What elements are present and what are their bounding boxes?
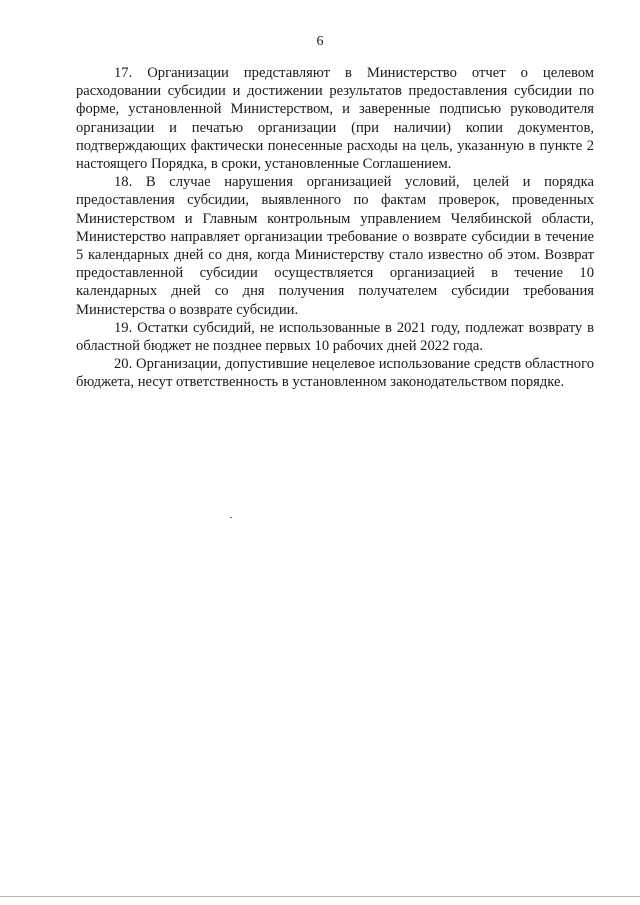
scan-speck	[230, 517, 232, 518]
scan-bottom-edge	[0, 896, 640, 897]
paragraph-18: 18. В случае нарушения организацией условий, целей и порядка предоставления субсидии, выявленного по фактам проверок, проведенных Министерством и Главным контрольным управлением Челябинской области, Министерство направляет организации требование о возврате субсидии в течение 5 календарных дней со дня, когда Министерству стало известно об этом. Возврат предоставленной субсидии осуществляется организацией в течение 10 календарных дней со дня получения получателем субсидии требования Министерства о возврате субсидии.	[76, 174, 594, 318]
page-number: 6	[316, 34, 324, 49]
paragraph-17: 17. Организации представляют в Министерство отчет о целевом расходовании субсидии и достижении результатов предоставления субсидии по форме, установленной Министерством, и заверенные подписью руководителя организации и печатью организации (при наличии) копии документов, подтверждающих фактически понесенные расходы на цель, указанную в пункте 2 настоящего Порядка, в сроки, установленные Соглашением.	[76, 65, 594, 173]
document-body	[76, 64, 594, 392]
paragraph-19: 19. Остатки субсидий, не использованные в 2021 году, подлежат возврату в областной бюджет не позднее первых 10 рабочих дней 2022 года.	[76, 319, 594, 355]
paragraph-20: 20. Организации, допустившие нецелевое использование средств областного бюджета, несут ответственность в установленном законодательством порядке.	[76, 356, 594, 391]
